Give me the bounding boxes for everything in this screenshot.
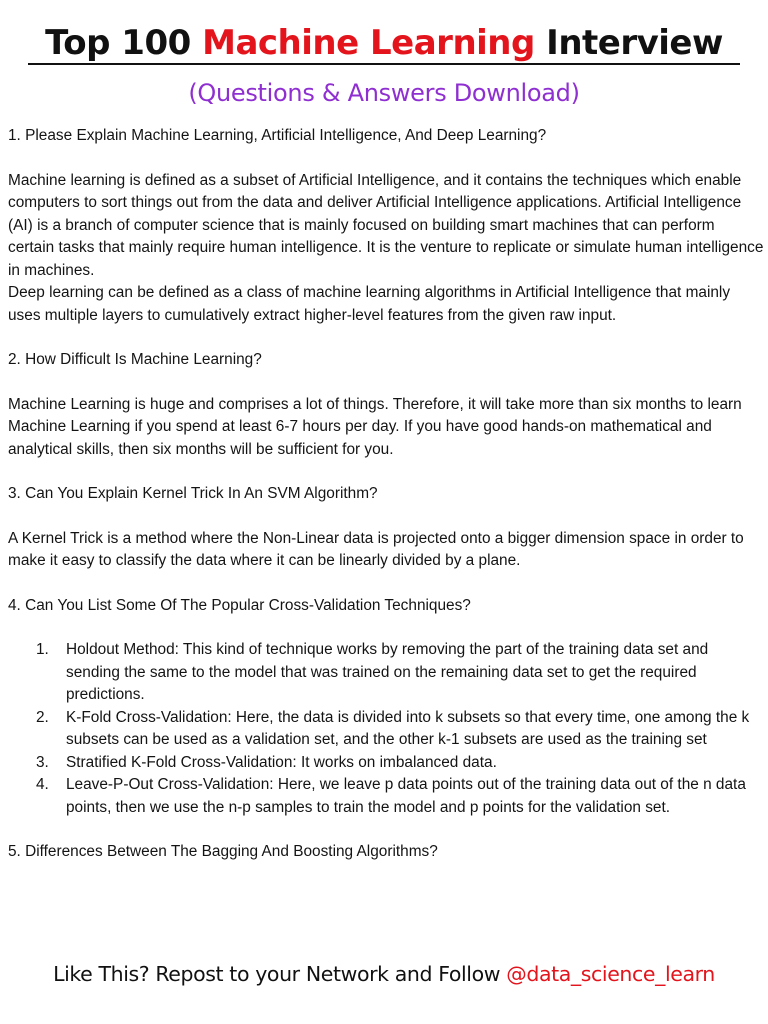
question-5: 5. Differences Between The Bagging And Boosting Algorithms?: [8, 843, 438, 860]
list-item-number: 2.: [36, 708, 49, 726]
list-item-text: Leave-P-Out Cross-Validation: Here, we leave p data points out of the training data out of the n data points, then we use the n-p samples to train the model and p points for the validation set.: [66, 776, 746, 816]
title-suffix: Interview: [534, 23, 723, 63]
list-item-number: 4.: [36, 776, 49, 793]
footer-text: Like This? Repost to your Network and Follow: [53, 962, 507, 986]
question-2: 2. How Difficult Is Machine Learning?: [8, 351, 262, 368]
question-3: 3. Can You Explain Kernel Trick In An SVM Algorithm?: [8, 485, 378, 502]
page-subtitle: (Questions & Answers Download): [188, 79, 580, 107]
list-item: [36, 639, 764, 707]
footer-call-to-action: [0, 958, 768, 990]
list-item-text: Holdout Method: This kind of technique works by removing the part of the training data set and sending the same to the model that was trained on the remaining data set to get the required predictions.: [66, 641, 709, 703]
page-title: [0, 22, 768, 64]
list-item: [36, 774, 764, 819]
list-item: [36, 707, 764, 752]
footer-handle-link[interactable]: @data_science_learn: [506, 962, 715, 986]
answer-2: Machine Learning is huge and comprises a lot of things. Therefore, it will take more than six months to learn Machine Learning if you spend at least 6-7 hours per day. If you have good hands-on mathematical and analytical skills, then six months will be sufficient for you.: [8, 395, 742, 458]
list-item-text: Stratified K-Fold Cross-Validation: It works on imbalanced data.: [66, 753, 497, 771]
list-item: [36, 752, 764, 775]
list-item-number: 1.: [36, 641, 49, 658]
list-item-number: 3.: [36, 753, 49, 771]
title-underline: [28, 63, 740, 65]
document-body: [8, 125, 764, 886]
question-1: 1. Please Explain Machine Learning, Artificial Intelligence, And Deep Learning?: [8, 127, 547, 144]
answer-1-paragraph-1: Machine learning is defined as a subset of Artificial Intelligence, and it contains the techniques which enable computers to sort things out from the data and deliver Artificial Intelligence applications. Artificial Intelligence (AI) is a branch of computer science that is mainly focused on building smart machines that can perform certain tasks that mainly require human intelligence. It is the venture to replicate or simulate human intelligence in machines.: [8, 171, 764, 279]
question-4: 4. Can You List Some Of The Popular Cross-Validation Techniques?: [8, 596, 471, 614]
title-prefix: Top 100: [45, 23, 203, 63]
title-accent: Machine Learning: [202, 23, 535, 63]
technique-list: [8, 639, 764, 819]
list-item-text: K-Fold Cross-Validation: Here, the data is divided into k subsets so that every time, one among the k subsets can be used as a validation set, and the other k-1 subsets are used as the training set: [66, 708, 750, 748]
answer-1-paragraph-2: Deep learning can be defined as a class of machine learning algorithms in Artificial Intelligence that mainly uses multiple layers to cumulatively extract higher-level features from the given raw input.: [8, 284, 731, 324]
answer-3: A Kernel Trick is a method where the Non-Linear data is projected onto a bigger dimension space in order to make it easy to classify the data where it can be linearly divided by a plane.: [8, 529, 744, 569]
